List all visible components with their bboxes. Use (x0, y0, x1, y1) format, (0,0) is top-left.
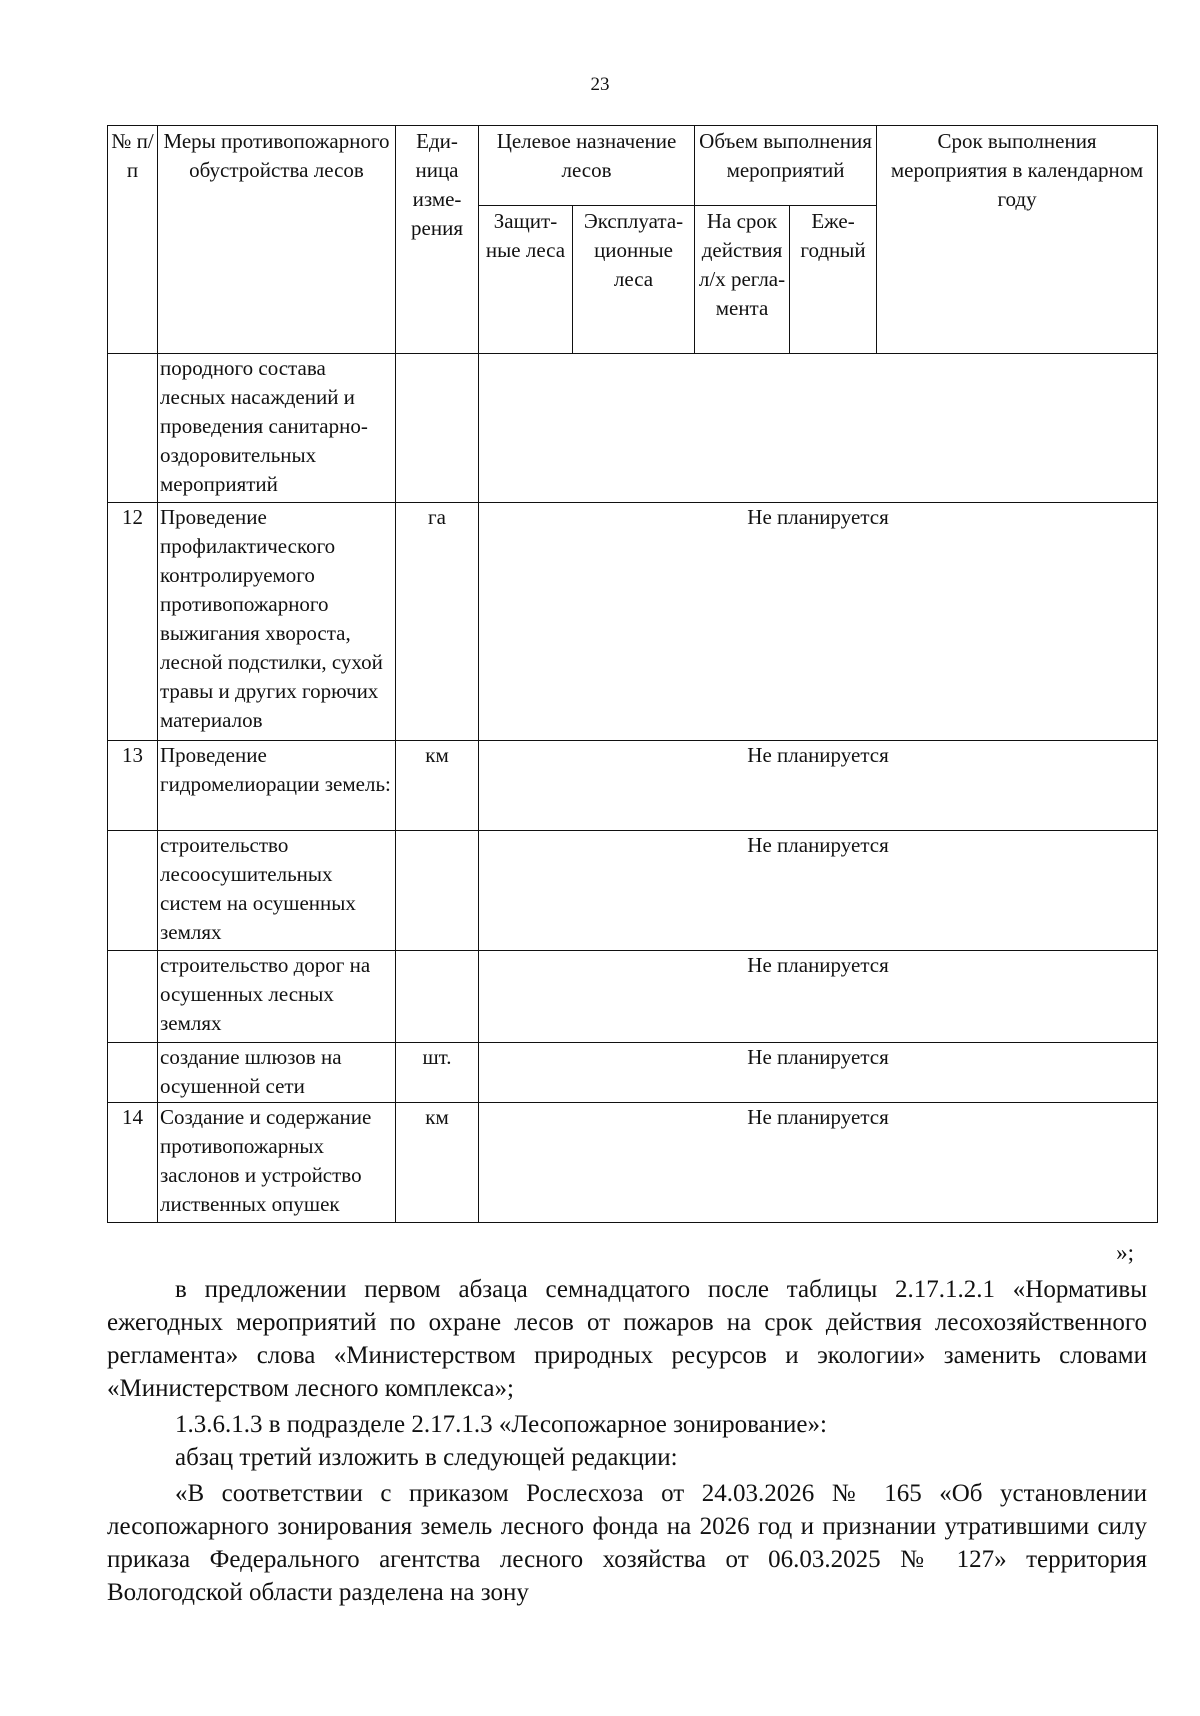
table-row (108, 831, 1158, 951)
row-unit (396, 951, 479, 1043)
row-status (479, 354, 1158, 503)
row-status: Не планируется (479, 831, 1158, 951)
header-measure: Меры противопожарного обустройства лесов (158, 126, 396, 354)
header-purpose: Целевое назначение лесов (479, 126, 695, 206)
table-row (108, 1043, 1158, 1103)
table-row (108, 741, 1158, 831)
row-status: Не планируется (479, 1043, 1158, 1103)
header-exploitation: Эксплуата-ционные леса (573, 206, 695, 354)
paragraph-subsection: 1.3.6.1.3 в подразделе 2.17.1.3 «Лесопожарное зонирование»: (175, 1411, 827, 1438)
paragraph-new-text: «В соответствии с приказом Рослесхоза от 24.03.2026 № 165 «Об установлении лесопожарного зонирования земель лесного фонда на 2026 год и признании утратившими силу приказа Федерального агентства лесного хозяйства от 06.03.2025 № 127» территория Вологодской области разделена на зону (107, 1480, 1147, 1606)
row-status: Не планируется (479, 1103, 1158, 1223)
row-num (108, 354, 158, 503)
header-deadline: Срок выполнения мероприятия в календарном году (877, 126, 1158, 354)
row-unit (396, 354, 479, 503)
table-row (108, 1103, 1158, 1223)
row-measure: Проведение гидромелиорации земель: (158, 741, 396, 831)
row-num: 12 (108, 503, 158, 741)
row-num: 14 (108, 1103, 158, 1223)
row-num (108, 831, 158, 951)
table-row (108, 354, 1158, 503)
header-protective: Защит-ные леса (479, 206, 573, 354)
header-regulation-term: На срок действия л/х регла-мента (695, 206, 790, 354)
row-unit: км (396, 1103, 479, 1223)
row-unit: км (396, 741, 479, 831)
row-status: Не планируется (479, 741, 1158, 831)
page-number: 23 (590, 74, 610, 95)
row-unit (396, 831, 479, 951)
paragraph-instruction: абзац третий изложить в следующей редакции: (175, 1444, 678, 1471)
row-measure: создание шлюзов на осушенной сети (158, 1043, 396, 1103)
row-num (108, 1043, 158, 1103)
row-num (108, 951, 158, 1043)
fire-measures-table (107, 125, 1158, 1223)
header-unit: Еди-ница изме-рения (396, 126, 479, 354)
closing-quote: »; (1116, 1240, 1134, 1265)
header-annual: Еже-годный (790, 206, 877, 354)
row-measure: Создание и содержание противопожарных заслонов и устройство лиственных опушек (158, 1103, 396, 1223)
row-measure: Проведение профилактического контролируемого противопожарного выжигания хвороста, лесной подстилки, сухой травы и других горючих материалов (158, 503, 396, 741)
row-measure: породного состава лесных насаждений и проведения санитарно-оздоровительных мероприятий (158, 354, 396, 503)
row-measure: строительство дорог на осушенных лесных землях (158, 951, 396, 1043)
row-unit: шт. (396, 1043, 479, 1103)
header-num: № п/п (108, 126, 158, 354)
paragraph-amendment: в предложении первом абзаца семнадцатого после таблицы 2.17.1.2.1 «Нормативы ежегодных мероприятий по охране лесов от пожаров на срок действия лесохозяйственного регламента» слова «Министерством природных ресурсов и экологии» заменить словами «Министерством лесного комплекса»; (107, 1276, 1147, 1402)
row-measure: строительство лесоосушительных систем на осушенных землях (158, 831, 396, 951)
table-row (108, 951, 1158, 1043)
row-status: Не планируется (479, 951, 1158, 1043)
table-row (108, 503, 1158, 741)
row-num: 13 (108, 741, 158, 831)
row-status: Не планируется (479, 503, 1158, 741)
header-volume: Объем выполнения мероприятий (695, 126, 877, 206)
row-unit: га (396, 503, 479, 741)
